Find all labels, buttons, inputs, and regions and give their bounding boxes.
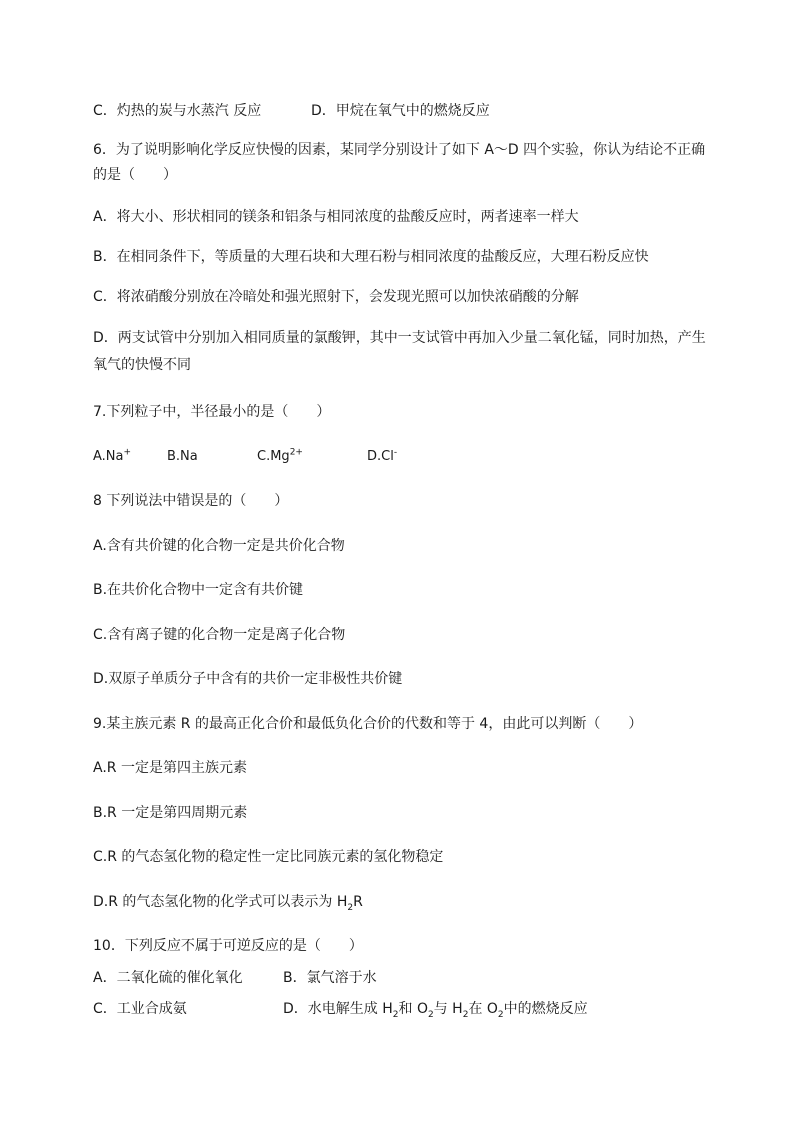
q7-option-a[interactable]: A.Na+ [93, 447, 132, 464]
q10-stem: 10．下列反应不属于可逆反应的是（ ） [93, 938, 363, 954]
q6-stem-line2: 的是（ ） [93, 167, 177, 183]
q6-option-c[interactable]: C．将浓硝酸分别放在冷暗处和强光照射下，会发现光照可以加快浓硝酸的分解 [93, 289, 579, 305]
q7-stem: 7.下列粒子中，半径最小的是（ ） [93, 404, 331, 420]
q6-option-d-line1[interactable]: D．两支试管中分别加入相同质量的氯酸钾，其中一支试管中再加入少量二氧化锰，同时加热，产生 [93, 330, 706, 346]
q6-stem-line1: 6．为了说明影响化学反应快慢的因素，某同学分别设计了如下 A～D 四个实验，你认为结论不正确 [93, 142, 706, 158]
q5-option-c[interactable]: C．灼热的炭与水蒸汽 反应 [93, 103, 262, 119]
q7-option-c[interactable]: $C.Mg^{2+}$ [257, 447, 303, 464]
q10-option-c[interactable]: C．工业合成氨 [93, 1001, 187, 1017]
q9-option-b[interactable]: B.R 一定是第四周期元素 [93, 805, 248, 821]
q5-option-d[interactable]: D．甲烷在氧气中的燃烧反应 [311, 103, 490, 119]
q10-option-d[interactable]: D．水电解生成 $H_2$和 $O_2$与 $H_2$在 $O_2$中的燃烧反应 [283, 1001, 588, 1020]
q8-option-d[interactable]: D.双原子单质分子中含有的共价一定非极性共价键 [93, 671, 403, 687]
q8-option-a[interactable]: A.含有共价键的化合物一定是共价化合物 [93, 538, 345, 554]
q8-stem: 8 下列说法中错误是的（ ） [93, 493, 289, 509]
q9-stem: 9.某主族元素 R 的最高正化合价和最低负化合价的代数和等于 4，由此可以判断（ ） [93, 716, 643, 732]
q6-option-a[interactable]: A．将大小、形状相同的镁条和铝条与相同浓度的盐酸反应时，两者速率一样大 [93, 209, 579, 225]
q5-options-row [93, 101, 490, 121]
q9-option-c[interactable]: C.R 的气态氢化物的稳定性一定比同族元素的氢化物稳定 [93, 849, 444, 865]
q8-option-c[interactable]: C.含有离子键的化合物一定是离子化合物 [93, 627, 346, 643]
q8-option-b[interactable]: B.在共价化合物中一定含有共价键 [93, 582, 304, 598]
q6-option-d-line2[interactable]: 氧气的快慢不同 [93, 357, 191, 373]
q9-option-d[interactable]: D.R 的气态氢化物的化学式可以表示为 $H_2R$ [93, 894, 363, 913]
q10-option-a[interactable]: A．二氧化硫的催化氧化 [93, 970, 243, 986]
q10-option-b[interactable]: B．氯气溶于水 [283, 970, 377, 986]
q7-option-d[interactable]: D.Cl- [367, 447, 398, 464]
q10-options-row-1 [93, 968, 377, 988]
q7-options-row [93, 447, 397, 467]
q10-options-row-2 [93, 999, 588, 1019]
q9-option-a[interactable]: A.R 一定是第四主族元素 [93, 760, 247, 776]
q6-option-b[interactable]: B．在相同条件下，等质量的大理石块和大理石粉与相同浓度的盐酸反应，大理石粉反应快 [93, 249, 649, 265]
q7-option-b[interactable]: B.Na [167, 449, 198, 464]
